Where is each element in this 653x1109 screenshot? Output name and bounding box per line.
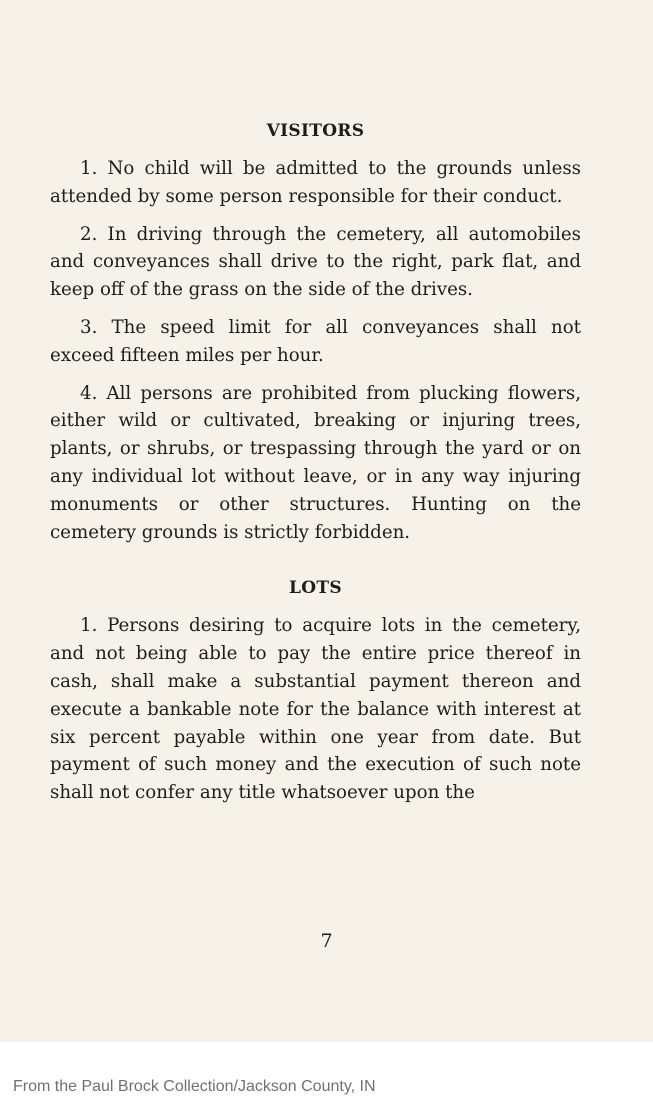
page-number: 7 — [320, 930, 333, 952]
visitors-rule-4: 4. All persons are prohibited from plucking flowers, either wild or cultivated, breaking or injuring trees, plants, or shrubs, or trespassing through the yard or on any individual lot without leave, or in any way injuring monuments or other structures. Hunting on the cemetery grounds is strictly forbidden. — [50, 382, 581, 543]
collection-credit: From the Paul Brock Collection/Jackson County, IN — [13, 1078, 376, 1095]
lots-rule-1: 1. Persons desiring to acquire lots in the cemetery, and not being able to pay the entire price thereof in cash, shall make a substantial payment thereon and execute a bankable note for the balance with interest at six percent payable within one year from date. But payment of such money and the execution of such note shall not confer any title whatsoever upon the — [50, 615, 581, 804]
visitors-rule-1: 1. No child will be admitted to the grounds unless attended by some person responsible for their conduct. — [50, 158, 581, 207]
visitors-rule-3: 3. The speed limit for all conveyances shall not exceed fifteen miles per hour. — [50, 316, 581, 366]
visitors-rule-2: 2. In driving through the cemetery, all automobiles and conveyances shall drive to the right, park flat, and keep off of the grass on the side of the drives. — [50, 223, 581, 301]
section-heading-visitors: VISITORS — [266, 121, 365, 141]
page-content — [50, 117, 581, 817]
section-heading-lots: LOTS — [289, 578, 342, 599]
